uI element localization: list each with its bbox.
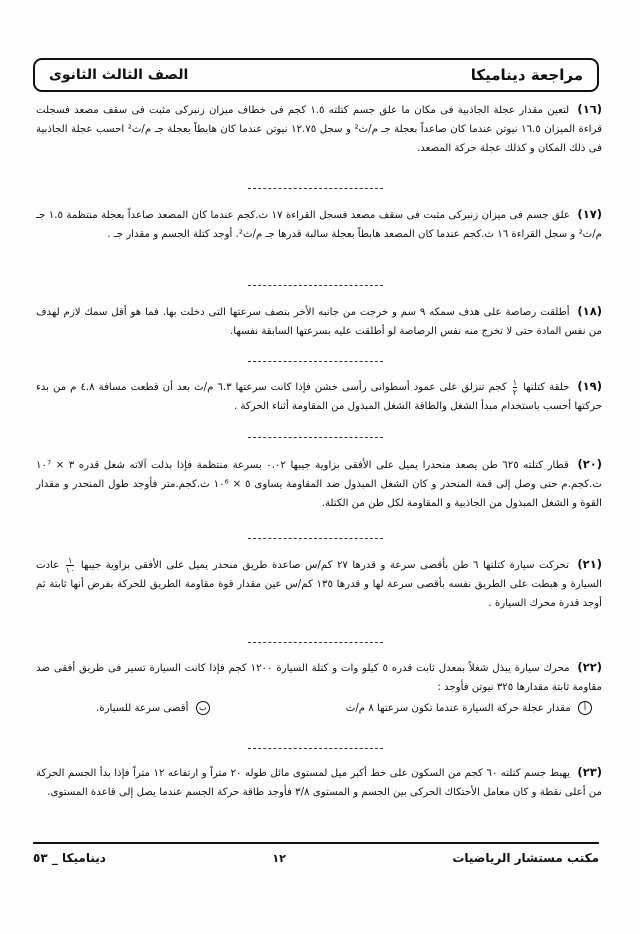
problem-text: يهبط جسم كتلته ٦٠ كجم من السكون على خط أكبر ميل لمستوى مائل طوله ٢٠ متراً و ارتفاعه ١٢ متراً فإذا بدأ الجسم الحركة من أعلى نقطة و كان معامل الأحتكاك الحركى بين الجسم و المستوى ٣/٨ فأوجد طاقة حركة الجسم عندما يصل إلى قاعدة المستوى. — [36, 768, 602, 798]
separator-line — [248, 437, 383, 438]
problem-number: (١٨) — [577, 304, 602, 318]
separator-line — [248, 748, 383, 749]
problem-23 — [36, 763, 602, 802]
problem-text-end: كجم تنزلق على عمود أسطوانى رأسى خشن فإذا كانت سرعتها ٦.٣ م/ث بعد أن قطعت مسافة ٤.٨ م من بدء حركتها أحسب باستخدام مبدأ الشغل والطاقة الشغل المبذول من المقاومة أثناء الحركة . — [36, 382, 602, 412]
problem-16 — [36, 100, 602, 158]
header-title: مراجعة ديناميكا — [470, 66, 583, 84]
footer-book: ديناميكا _ ٥٣ — [33, 851, 106, 865]
page-number: ١٢ — [272, 851, 286, 865]
option-text: مقدار عجلة حركة السيارة عندما تكون سرعتها ٨ م/ث — [345, 703, 571, 714]
footer-divider — [33, 842, 599, 844]
problem-number: (٢٢) — [577, 660, 602, 674]
option-mark: ب — [196, 701, 210, 715]
page-header — [33, 58, 599, 92]
fraction-numerator: ١ — [67, 555, 73, 565]
separator-line — [248, 642, 383, 643]
problem-22 — [36, 658, 602, 718]
page-footer — [33, 848, 599, 868]
fraction-denominator: ٢ — [512, 387, 517, 397]
option-a — [346, 699, 592, 718]
problem-20 — [36, 455, 602, 513]
separator-line — [248, 285, 383, 286]
problem-17 — [36, 205, 602, 244]
fraction — [513, 378, 517, 397]
problem-number: (٢٠) — [577, 457, 603, 471]
option-mark: أ — [578, 701, 592, 715]
problem-number: (٢١) — [577, 557, 602, 571]
problem-text: قطار كتلته ٦٢٥ طن يصعد منحدرا يميل على الأفقى بزاوية جيبها ٠.٠٢ بسرعة منتظمة فإذا بذلت آلاته شغل قدره ٣ × ١٠⁷ ث.كجم.م حتى وصل إلى قمة المنحدر و كان الشغل المبذول ضد المقاومة يساوى ٥ × ١٠⁶ ث.كجم.متر فأوجد طول المنحدر و مقدار القوة و الشغل المبذول من الجاذبية و المقاومة لكل طن من الكتلة. — [36, 460, 602, 509]
separator-line — [248, 188, 383, 189]
problem-text: علق جسم فى ميزان زنبركى مثبت فى سقف مصعد فسجل القراءة ١٧ ث.كجم عندما كان المصعد صاعداً بعجلة منتظمة ١.٥ جـ م/ث² و سجل القراءة ١٦ ث.كجم عندما كان المصعد هابطاً بعجلة سالبة قدرها جـ م/ث². أوجد كتلة الجسم و مقدار جـ . — [36, 210, 602, 240]
fraction-numerator: ١ — [512, 377, 517, 387]
options-row — [36, 697, 602, 718]
problem-text-start: حلقة كتلتها — [522, 382, 570, 393]
option-b — [96, 699, 210, 718]
problem-text: أطلقت رصاصة على هدف سمكه ٩ سم و خرجت من جانبه الأخر بنصف سرعتها التى دخلت بها. فما هو أقل سمك لازم لهدف من نفس المادة حتى لا تخرج منه نفس الرصاصة لو أطلقت عليه بسرعتها السابقة نفسها. — [36, 307, 602, 337]
separator-line — [248, 361, 383, 362]
problem-21 — [36, 555, 602, 613]
fraction — [66, 556, 75, 575]
problem-number: (١٧) — [577, 207, 602, 221]
problem-text: لتعين مقدار عجلة الجاذبية فى مكان ما علق جسم كتلته ١.٥ كجم فى خطاف ميزان زنبركى مثبت فى سقف مصعد فسجلت قراءة الميزان ١٦.٥ نيوتن عندما كان صاعداً بعجلة جـ م/ث² و سجل ١٢.٧٥ نيوتن عندما كان هابطاً بعجلة جـ م/ث² احسب عجلة الجاذبية فى ذلك المكان و كذلك عجلة حركة المصعد. — [36, 105, 602, 154]
problem-19 — [36, 377, 602, 416]
problem-text-start: تحركت سيارة كتلتها ٦ طن بأقصى سرعة و قدرها ٢٧ كم/س صاعدة طريق منحدر يميل على الأفقى بزاوية جيبها — [80, 560, 569, 571]
separator-line — [248, 538, 383, 539]
fraction-denominator: ١٠ — [65, 565, 75, 575]
problem-number: (١٦) — [577, 102, 602, 116]
option-text: أقصى سرعة للسيارة. — [96, 703, 189, 714]
problem-number: (٢٣) — [577, 765, 602, 779]
problem-text: محرك سيارة يبذل شغلاً بمعدل ثابت قدره ٥ كيلو وات و كتلة السيارة ١٢٠٠ كجم فإذا كانت السيارة تسير فى طريق أفقى ضد مقاومة ثابتة مقدارها ٣٢٥ نيوتن فأوجد : — [36, 663, 602, 693]
problem-18 — [36, 302, 602, 341]
header-grade: الصف الثالث الثانوى — [49, 67, 189, 83]
problem-number: (١٩) — [577, 379, 602, 393]
footer-office: مكتب مستشار الرياضيات — [452, 851, 599, 865]
problem-text-end: عادت السيارة و هبطت على الطريق نفسه بأقصى سرعة لها و قدرها ١٣٥ كم/س عين مقدار قوة مقاومة الطريق للحركة بفرض أنها ثابتة ثم أوجد قدرة محرك السيارة . — [36, 560, 602, 609]
